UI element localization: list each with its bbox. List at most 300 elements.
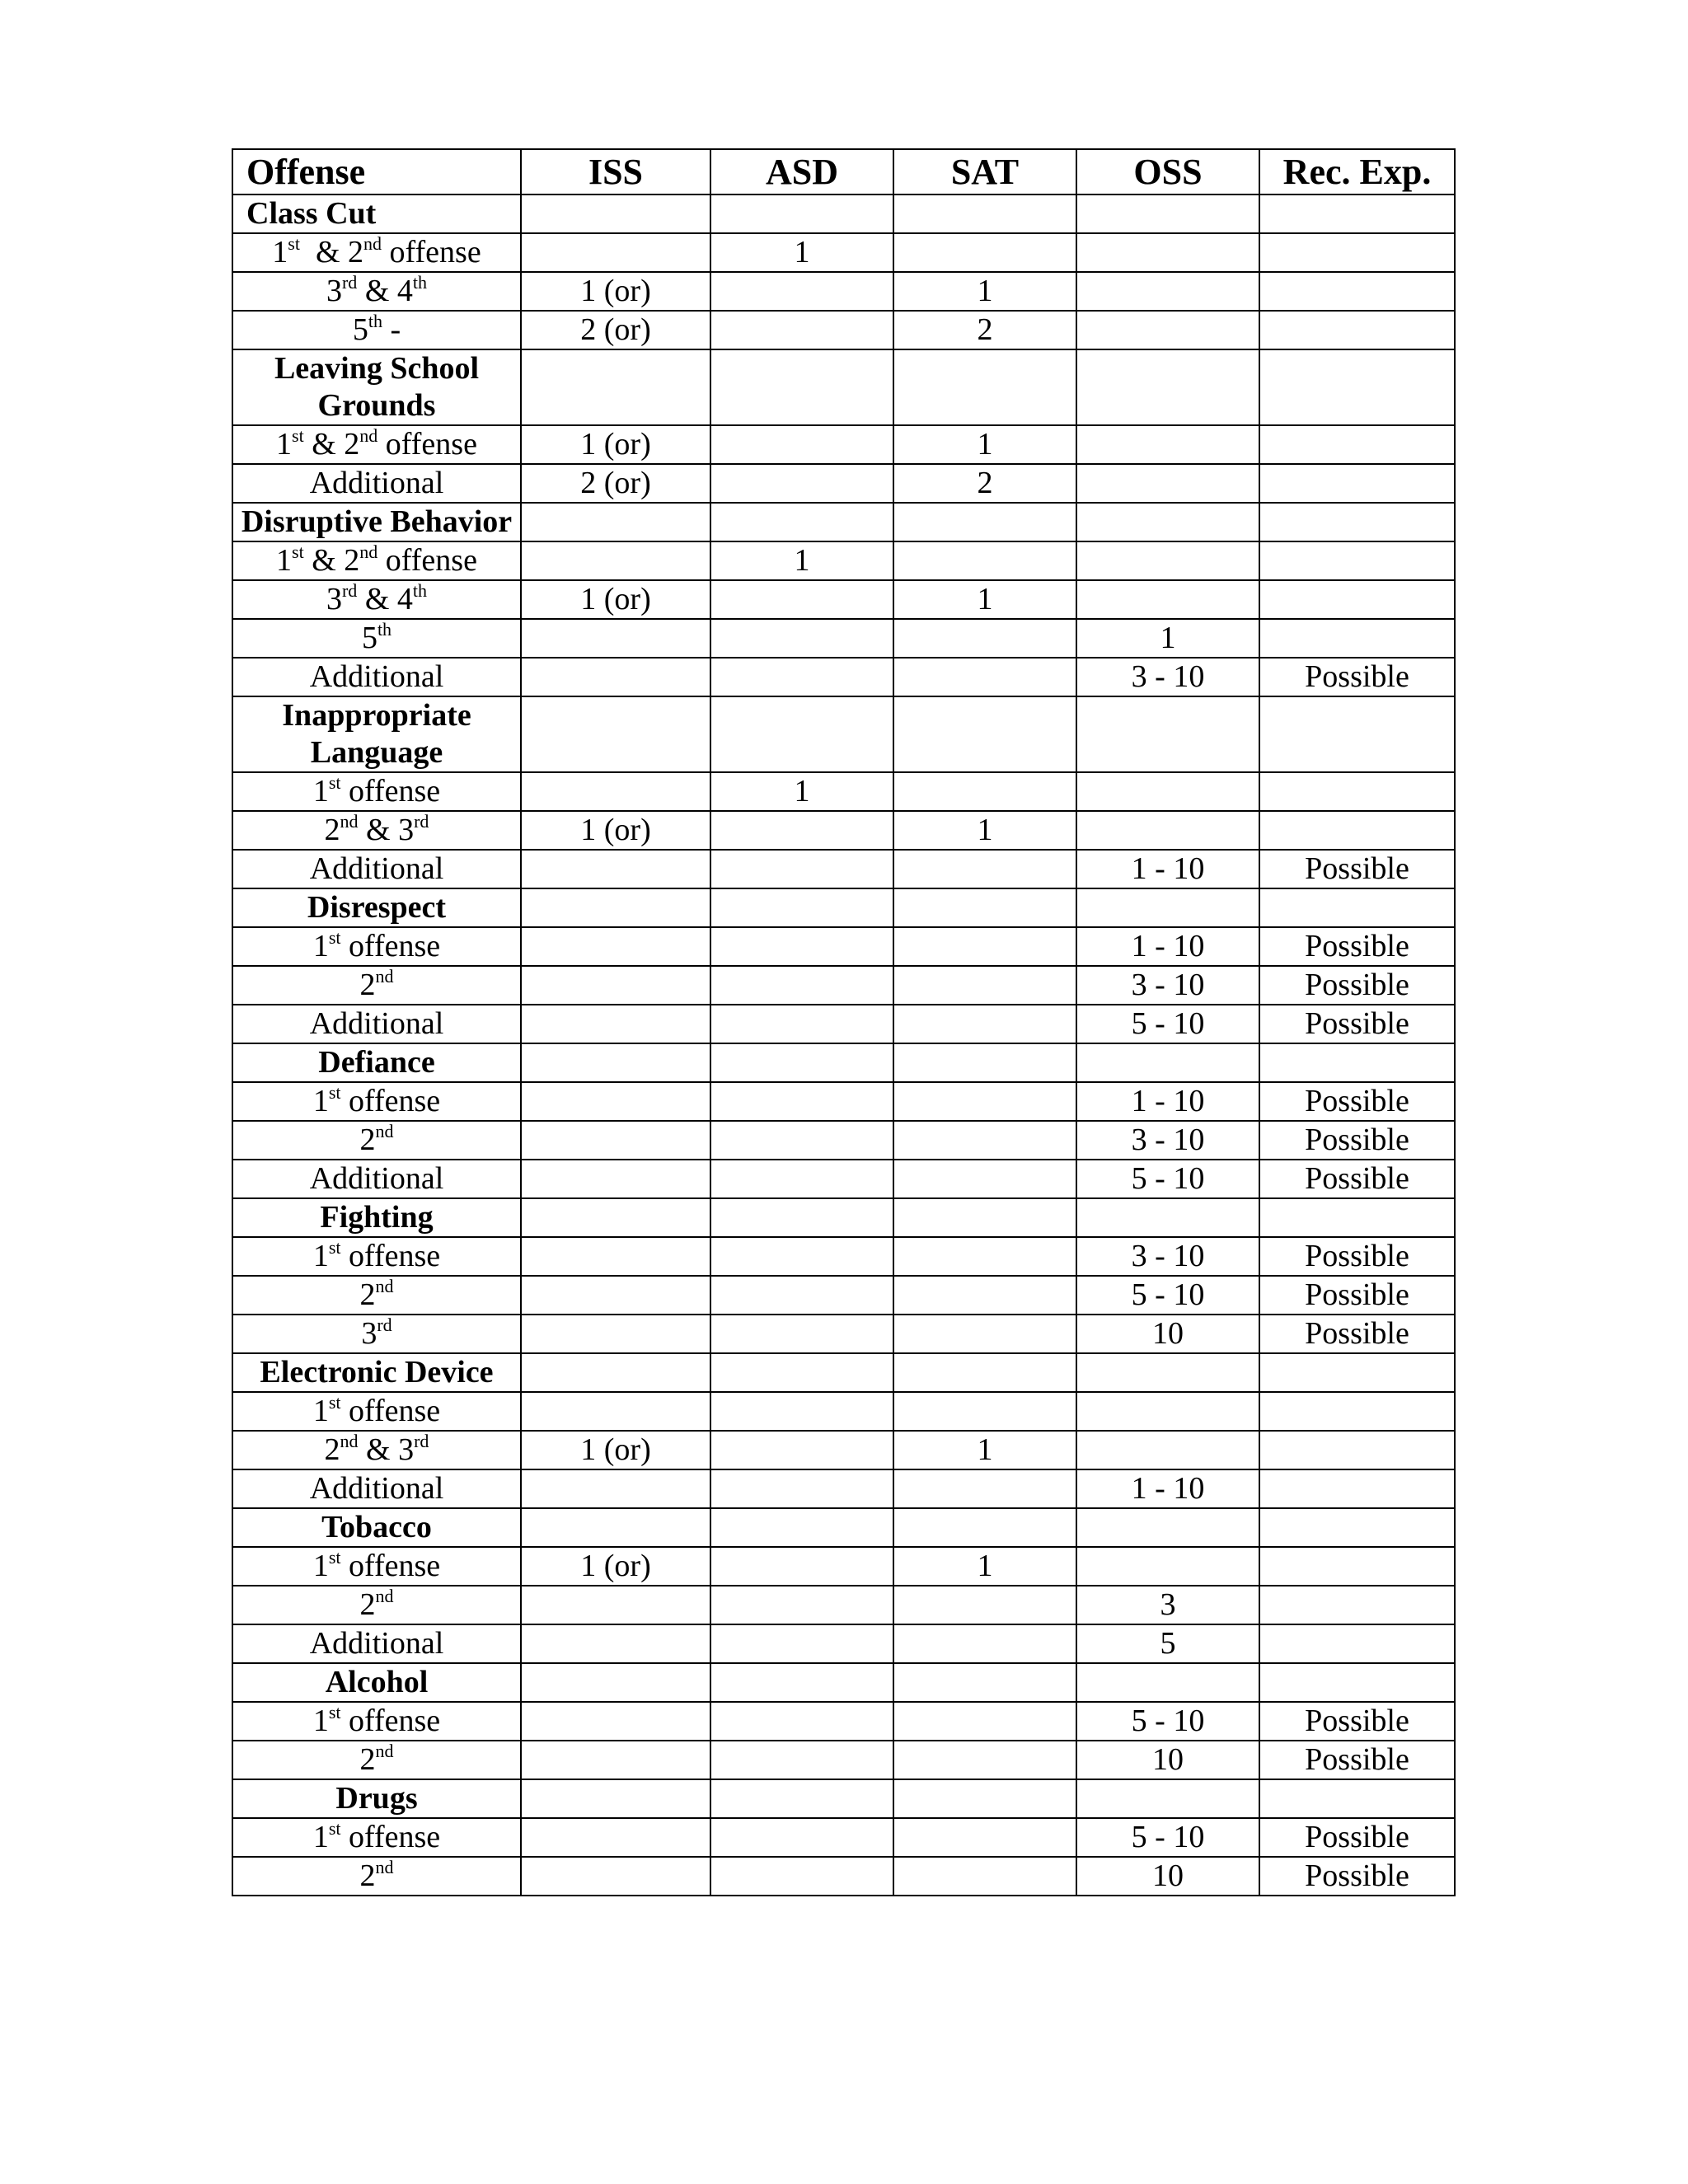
empty-cell — [1259, 696, 1455, 772]
table-row — [232, 425, 1455, 464]
empty-cell — [710, 1663, 893, 1702]
label-text: offense — [340, 1549, 441, 1583]
empty-cell — [893, 1353, 1076, 1392]
label-text: & 3 — [358, 1432, 415, 1467]
iss-cell: 2 (or) — [521, 311, 710, 349]
rec-exp-cell: Possible — [1259, 1315, 1455, 1353]
iss-cell — [521, 1160, 710, 1198]
table-row — [232, 541, 1455, 580]
empty-cell — [521, 888, 710, 927]
iss-cell: 2 (or) — [521, 464, 710, 503]
offense-occurrence-label — [232, 425, 521, 464]
label-text: offense — [377, 543, 477, 578]
table-row — [232, 850, 1455, 888]
offense-category-label: Disrespect — [232, 888, 521, 927]
label-text: Additional — [309, 466, 444, 500]
empty-cell — [1076, 888, 1259, 927]
offense-occurrence-label — [232, 1005, 521, 1043]
ordinal-suffix: rd — [414, 811, 429, 832]
label-text: 1 — [276, 543, 293, 578]
asd-cell — [710, 1160, 893, 1198]
label-text: & 2 — [299, 235, 364, 269]
ordinal-suffix: st — [328, 1702, 341, 1722]
offense-category-row — [232, 503, 1455, 541]
offense-category-row — [232, 1663, 1455, 1702]
sat-cell — [893, 1392, 1076, 1431]
rec-exp-cell — [1259, 233, 1455, 272]
asd-cell — [710, 1431, 893, 1469]
empty-cell — [893, 1663, 1076, 1702]
empty-cell — [710, 503, 893, 541]
oss-cell: 3 - 10 — [1076, 966, 1259, 1005]
empty-cell — [1076, 1779, 1259, 1818]
empty-cell — [893, 1198, 1076, 1237]
ordinal-suffix: st — [292, 425, 304, 446]
empty-cell — [521, 1198, 710, 1237]
empty-cell — [1259, 888, 1455, 927]
sat-cell: 1 — [893, 272, 1076, 311]
column-header-iss: ISS — [521, 149, 710, 194]
iss-cell — [521, 1586, 710, 1624]
offense-category-label: Electronic Device — [232, 1353, 521, 1392]
label-text: offense — [340, 1084, 441, 1118]
label-text: offense — [340, 1239, 441, 1273]
rec-exp-cell: Possible — [1259, 658, 1455, 696]
iss-cell: 1 (or) — [521, 272, 710, 311]
offense-occurrence-label — [232, 1547, 521, 1586]
rec-exp-cell: Possible — [1259, 1005, 1455, 1043]
column-header-offense: Offense — [232, 149, 521, 194]
table-row — [232, 811, 1455, 850]
oss-cell: 10 — [1076, 1315, 1259, 1353]
label-text: 3 — [326, 274, 342, 308]
rec-exp-cell: Possible — [1259, 1741, 1455, 1779]
oss-cell — [1076, 233, 1259, 272]
asd-cell — [710, 1469, 893, 1508]
rec-exp-cell — [1259, 619, 1455, 658]
oss-cell: 10 — [1076, 1857, 1259, 1896]
ordinal-suffix: rd — [377, 1315, 392, 1335]
rec-exp-cell — [1259, 311, 1455, 349]
rec-exp-cell — [1259, 1547, 1455, 1586]
table-body — [232, 194, 1455, 1896]
sat-cell — [893, 1121, 1076, 1160]
rec-exp-cell — [1259, 1431, 1455, 1469]
table-row — [232, 1586, 1455, 1624]
asd-cell — [710, 425, 893, 464]
rec-exp-cell: Possible — [1259, 1702, 1455, 1741]
iss-cell: 1 (or) — [521, 1547, 710, 1586]
table-row — [232, 1237, 1455, 1276]
empty-cell — [1259, 1508, 1455, 1547]
sat-cell — [893, 1741, 1076, 1779]
oss-cell — [1076, 425, 1259, 464]
empty-cell — [1076, 194, 1259, 233]
table-row — [232, 1818, 1455, 1857]
asd-cell — [710, 1315, 893, 1353]
label-text: Additional — [309, 659, 444, 694]
label-text: 1 — [312, 1704, 329, 1738]
table-row — [232, 1624, 1455, 1663]
empty-cell — [710, 1779, 893, 1818]
table-row — [232, 1702, 1455, 1741]
label-text: 1 — [312, 1084, 329, 1118]
sat-cell — [893, 1857, 1076, 1896]
iss-cell — [521, 1392, 710, 1431]
column-header-sat: SAT — [893, 149, 1076, 194]
sat-cell: 1 — [893, 1431, 1076, 1469]
oss-cell: 5 - 10 — [1076, 1276, 1259, 1315]
label-text: Additional — [309, 1006, 444, 1041]
offense-category-row — [232, 1353, 1455, 1392]
offense-category-label: Fighting — [232, 1198, 521, 1237]
label-text: offense — [382, 235, 481, 269]
iss-cell — [521, 1818, 710, 1857]
oss-cell — [1076, 772, 1259, 811]
iss-cell — [521, 927, 710, 966]
offense-occurrence-label — [232, 772, 521, 811]
asd-cell — [710, 811, 893, 850]
empty-cell — [710, 1508, 893, 1547]
rec-exp-cell: Possible — [1259, 1160, 1455, 1198]
asd-cell — [710, 1237, 893, 1276]
oss-cell — [1076, 811, 1259, 850]
column-header-oss: OSS — [1076, 149, 1259, 194]
offense-category-row — [232, 349, 1455, 425]
table-row — [232, 1160, 1455, 1198]
offense-occurrence-label — [232, 1160, 521, 1198]
oss-cell: 3 — [1076, 1586, 1259, 1624]
sat-cell — [893, 1160, 1076, 1198]
offense-category-row — [232, 696, 1455, 772]
sat-cell — [893, 1818, 1076, 1857]
table-header-row — [232, 149, 1455, 194]
rec-exp-cell — [1259, 272, 1455, 311]
oss-cell — [1076, 580, 1259, 619]
empty-cell — [1076, 1508, 1259, 1547]
oss-cell: 3 - 10 — [1076, 1121, 1259, 1160]
label-text: - — [382, 312, 401, 347]
empty-cell — [893, 1508, 1076, 1547]
table-row — [232, 1741, 1455, 1779]
oss-cell: 3 - 10 — [1076, 1237, 1259, 1276]
offense-occurrence-label — [232, 1392, 521, 1431]
offense-category-label: Defiance — [232, 1043, 521, 1082]
asd-cell — [710, 1005, 893, 1043]
iss-cell — [521, 1857, 710, 1896]
asd-cell — [710, 1702, 893, 1741]
label-text: offense — [340, 1820, 441, 1854]
empty-cell — [1076, 349, 1259, 425]
offense-category-label: Leaving School Grounds — [232, 349, 521, 425]
offense-category-row — [232, 1508, 1455, 1547]
iss-cell — [521, 1741, 710, 1779]
label-text: offense — [340, 929, 441, 963]
oss-cell: 1 - 10 — [1076, 1469, 1259, 1508]
table-row — [232, 272, 1455, 311]
rec-exp-cell: Possible — [1259, 1276, 1455, 1315]
table-row — [232, 658, 1455, 696]
offense-occurrence-label — [232, 272, 521, 311]
offense-category-row — [232, 1779, 1455, 1818]
table-row — [232, 772, 1455, 811]
iss-cell — [521, 619, 710, 658]
oss-cell — [1076, 1547, 1259, 1586]
asd-cell — [710, 1741, 893, 1779]
iss-cell — [521, 850, 710, 888]
label-text: 2 — [359, 1122, 376, 1157]
oss-cell: 10 — [1076, 1741, 1259, 1779]
label-text: 2 — [359, 1742, 376, 1777]
table-row — [232, 1469, 1455, 1508]
ordinal-suffix: nd — [340, 1431, 359, 1451]
sat-cell — [893, 1702, 1076, 1741]
rec-exp-cell — [1259, 1586, 1455, 1624]
iss-cell — [521, 1121, 710, 1160]
ordinal-suffix: nd — [375, 1121, 394, 1141]
empty-cell — [521, 1043, 710, 1082]
rec-exp-cell: Possible — [1259, 927, 1455, 966]
rec-exp-cell — [1259, 811, 1455, 850]
label-text: 1 — [312, 774, 329, 808]
offense-occurrence-label — [232, 464, 521, 503]
ordinal-suffix: th — [377, 619, 392, 640]
ordinal-suffix: th — [412, 580, 427, 601]
empty-cell — [1076, 696, 1259, 772]
ordinal-suffix: rd — [341, 580, 358, 601]
label-text: 1 — [272, 235, 288, 269]
offense-occurrence-label — [232, 927, 521, 966]
empty-cell — [710, 888, 893, 927]
offense-occurrence-label — [232, 580, 521, 619]
offense-occurrence-label — [232, 811, 521, 850]
ordinal-suffix: nd — [375, 1276, 394, 1296]
oss-cell — [1076, 1392, 1259, 1431]
asd-cell: 1 — [710, 233, 893, 272]
empty-cell — [1259, 349, 1455, 425]
rec-exp-cell — [1259, 772, 1455, 811]
iss-cell — [521, 1469, 710, 1508]
oss-cell: 1 - 10 — [1076, 850, 1259, 888]
table-row — [232, 1431, 1455, 1469]
asd-cell — [710, 272, 893, 311]
offense-category-label: Class Cut — [232, 194, 521, 233]
asd-cell — [710, 927, 893, 966]
oss-cell — [1076, 311, 1259, 349]
label-text: Additional — [309, 1161, 444, 1196]
sat-cell — [893, 772, 1076, 811]
asd-cell — [710, 850, 893, 888]
empty-cell — [710, 194, 893, 233]
label-text: 1 — [276, 427, 293, 462]
offense-occurrence-label — [232, 311, 521, 349]
ordinal-suffix: nd — [359, 425, 378, 446]
ordinal-suffix: st — [328, 1237, 341, 1258]
offense-category-label: Disruptive Behavior — [232, 503, 521, 541]
iss-cell — [521, 541, 710, 580]
ordinal-suffix: rd — [341, 272, 358, 293]
oss-cell — [1076, 272, 1259, 311]
asd-cell — [710, 1121, 893, 1160]
table-row — [232, 233, 1455, 272]
oss-cell: 5 - 10 — [1076, 1818, 1259, 1857]
rec-exp-cell: Possible — [1259, 1857, 1455, 1896]
rec-exp-cell: Possible — [1259, 1082, 1455, 1121]
empty-cell — [1259, 194, 1455, 233]
ordinal-suffix: st — [328, 1818, 341, 1839]
oss-cell: 5 — [1076, 1624, 1259, 1663]
oss-cell — [1076, 464, 1259, 503]
ordinal-suffix: nd — [375, 1741, 394, 1761]
rec-exp-cell — [1259, 425, 1455, 464]
label-text: 2 — [359, 1858, 376, 1893]
iss-cell — [521, 966, 710, 1005]
label-text: 2 — [359, 1587, 376, 1622]
iss-cell — [521, 772, 710, 811]
rec-exp-cell — [1259, 464, 1455, 503]
empty-cell — [1259, 1663, 1455, 1702]
rec-exp-cell — [1259, 1392, 1455, 1431]
sat-cell — [893, 927, 1076, 966]
sat-cell — [893, 541, 1076, 580]
empty-cell — [710, 1043, 893, 1082]
ordinal-suffix: st — [292, 541, 304, 562]
empty-cell — [710, 349, 893, 425]
offense-occurrence-label — [232, 1082, 521, 1121]
ordinal-suffix: rd — [414, 1431, 429, 1451]
offense-occurrence-label — [232, 1315, 521, 1353]
asd-cell — [710, 1082, 893, 1121]
empty-cell — [1259, 503, 1455, 541]
asd-cell: 1 — [710, 541, 893, 580]
empty-cell — [1076, 1663, 1259, 1702]
table-row — [232, 1082, 1455, 1121]
table-row — [232, 1315, 1455, 1353]
sat-cell — [893, 233, 1076, 272]
table-row — [232, 1857, 1455, 1896]
ordinal-suffix: st — [328, 772, 341, 793]
offense-category-row — [232, 1043, 1455, 1082]
iss-cell — [521, 1237, 710, 1276]
empty-cell — [521, 349, 710, 425]
empty-cell — [521, 1779, 710, 1818]
column-header-asd: ASD — [710, 149, 893, 194]
sat-cell: 1 — [893, 580, 1076, 619]
sat-cell: 2 — [893, 311, 1076, 349]
table-row — [232, 311, 1455, 349]
asd-cell — [710, 966, 893, 1005]
label-text: 1 — [312, 1549, 329, 1583]
offense-occurrence-label — [232, 1276, 521, 1315]
offense-category-label: Drugs — [232, 1779, 521, 1818]
oss-cell: 5 - 10 — [1076, 1160, 1259, 1198]
offense-occurrence-label — [232, 966, 521, 1005]
label-text: 1 — [312, 1239, 329, 1273]
label-text: Additional — [309, 851, 444, 886]
ordinal-suffix: nd — [340, 811, 359, 832]
empty-cell — [521, 696, 710, 772]
label-text: & 2 — [303, 427, 360, 462]
table-row — [232, 927, 1455, 966]
offense-occurrence-label — [232, 850, 521, 888]
table-row — [232, 580, 1455, 619]
sat-cell: 1 — [893, 425, 1076, 464]
empty-cell — [893, 888, 1076, 927]
empty-cell — [521, 194, 710, 233]
label-text: & 2 — [303, 543, 360, 578]
asd-cell — [710, 619, 893, 658]
empty-cell — [1259, 1779, 1455, 1818]
label-text: Additional — [309, 1626, 444, 1661]
iss-cell: 1 (or) — [521, 811, 710, 850]
sat-cell — [893, 1082, 1076, 1121]
offense-category-row — [232, 1198, 1455, 1237]
ordinal-suffix: th — [412, 272, 427, 293]
ordinal-suffix: st — [288, 233, 300, 254]
label-text: 5 — [352, 312, 368, 347]
empty-cell — [710, 1198, 893, 1237]
iss-cell — [521, 1276, 710, 1315]
ordinal-suffix: st — [328, 927, 341, 948]
offense-occurrence-label — [232, 1586, 521, 1624]
sat-cell — [893, 1315, 1076, 1353]
label-text: & 4 — [357, 582, 413, 616]
iss-cell — [521, 1082, 710, 1121]
empty-cell — [521, 1353, 710, 1392]
label-text: 1 — [312, 929, 329, 963]
oss-cell: 5 - 10 — [1076, 1005, 1259, 1043]
empty-cell — [521, 1663, 710, 1702]
label-text: 3 — [326, 582, 342, 616]
sat-cell — [893, 850, 1076, 888]
offense-occurrence-label — [232, 619, 521, 658]
table-row — [232, 1392, 1455, 1431]
empty-cell — [893, 1779, 1076, 1818]
label-text: 1 — [312, 1394, 329, 1428]
iss-cell — [521, 1702, 710, 1741]
empty-cell — [1259, 1198, 1455, 1237]
iss-cell: 1 (or) — [521, 425, 710, 464]
label-text: 3 — [361, 1316, 377, 1351]
offense-occurrence-label — [232, 1624, 521, 1663]
asd-cell — [710, 464, 893, 503]
ordinal-suffix: st — [328, 1082, 341, 1103]
empty-cell — [521, 503, 710, 541]
label-text: & 3 — [358, 813, 415, 847]
label-text: 5 — [361, 621, 377, 655]
offense-occurrence-label — [232, 1857, 521, 1896]
table-row — [232, 966, 1455, 1005]
offense-occurrence-label — [232, 1431, 521, 1469]
rec-exp-cell: Possible — [1259, 966, 1455, 1005]
sat-cell — [893, 1276, 1076, 1315]
offense-category-label: Inappropriate Language — [232, 696, 521, 772]
oss-cell: 5 - 10 — [1076, 1702, 1259, 1741]
asd-cell — [710, 311, 893, 349]
asd-cell — [710, 658, 893, 696]
label-text: 2 — [359, 1277, 376, 1312]
offense-occurrence-label — [232, 1741, 521, 1779]
iss-cell: 1 (or) — [521, 1431, 710, 1469]
table-row — [232, 464, 1455, 503]
sat-cell: 1 — [893, 1547, 1076, 1586]
empty-cell — [521, 1508, 710, 1547]
sat-cell — [893, 966, 1076, 1005]
label-text: 1 — [312, 1820, 329, 1854]
offense-occurrence-label — [232, 541, 521, 580]
asd-cell — [710, 1547, 893, 1586]
iss-cell — [521, 1315, 710, 1353]
